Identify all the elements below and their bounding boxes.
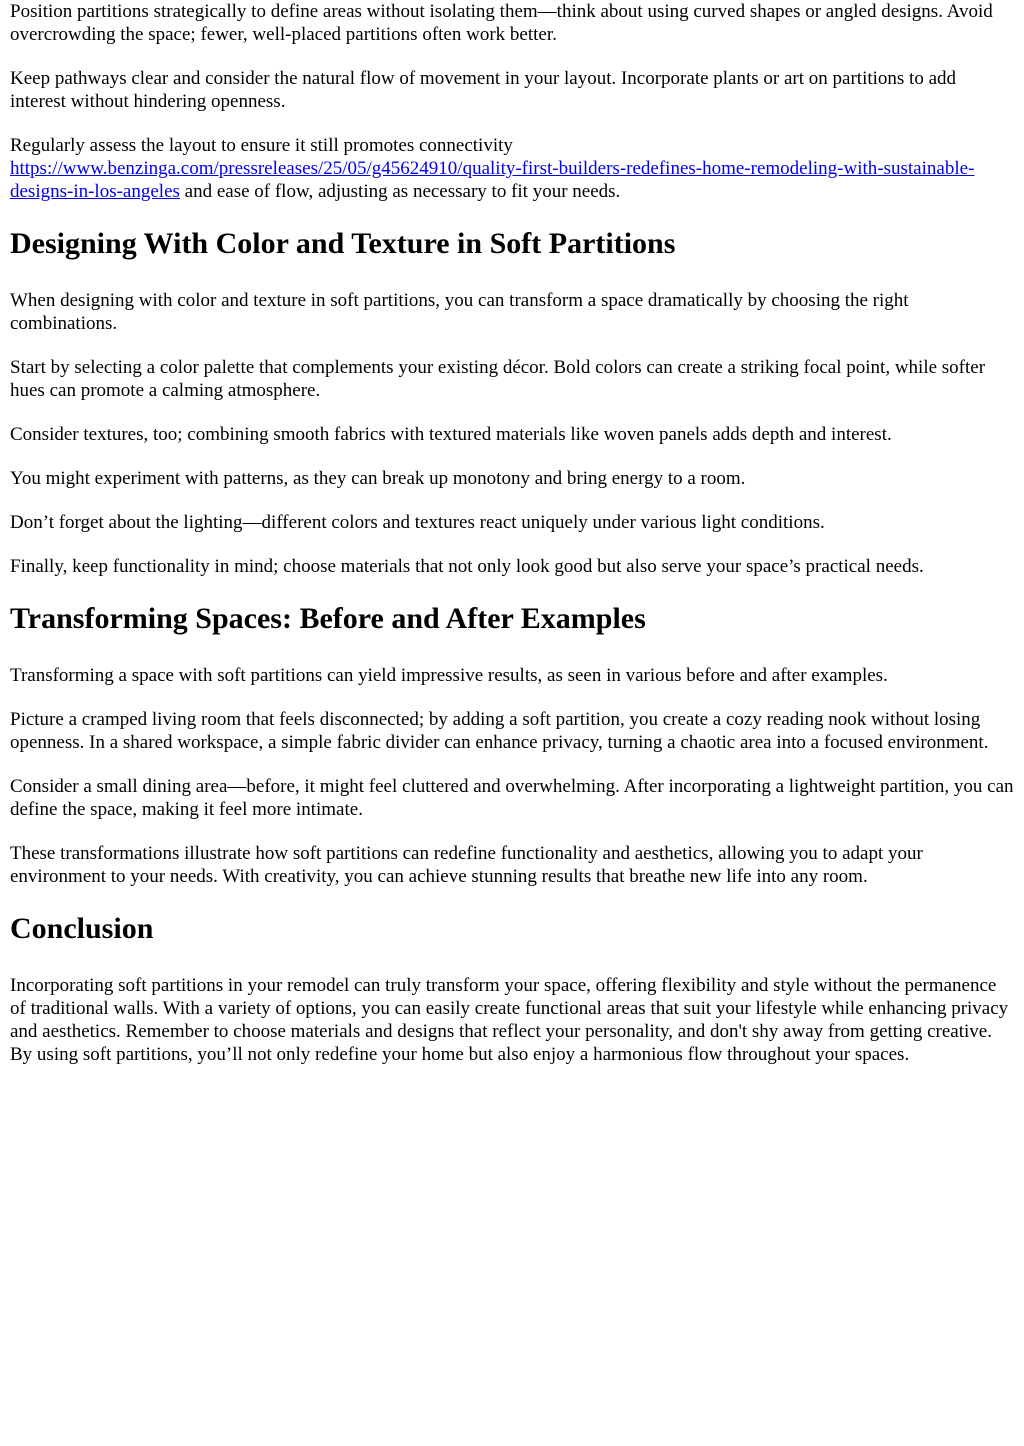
benzinga-press-release-link[interactable]: https://www.benzinga.com/pressreleases/25/05/g45624910/quality-first-builders-redefines-home-remodeling-with-sustainable-designs-in-los-angeles (10, 158, 975, 202)
paragraph-color-intro: When designing with color and texture in soft partitions, you can transform a space dramatically by choosing the right combinations. (10, 290, 909, 334)
paragraph-patterns: You might experiment with patterns, as they can break up monotony and bring energy to a room. (10, 468, 746, 489)
paragraph-transform-summary: These transformations illustrate how soft partitions can redefine functionality and aesthetics, allowing you to adapt your environment to your needs. With creativity, you can achieve stunning results that breathe new life into any room. (10, 843, 923, 887)
paragraph-lighting: Don’t forget about the lighting—different colors and textures react uniquely under various light conditions. (10, 512, 825, 533)
paragraph-partition-placement: Position partitions strategically to define areas without isolating them—think about using curved shapes or angled designs. Avoid overcrowding the space; fewer, well-placed partitions often work better. (10, 1, 993, 45)
paragraph-functionality: Finally, keep functionality in mind; choose materials that not only look good but also serve your space’s practical needs. (10, 556, 924, 577)
paragraph-conclusion: Incorporating soft partitions in your remodel can truly transform your space, offering flexibility and style without the permanence of traditional walls. With a variety of options, you can easily create functional areas that suit your lifestyle while enhancing privacy and aesthetics. Remember to choose materials and designs that reflect your personality, and don't shy away from getting creative. By using soft partitions, you’ll not only redefine your home but also enjoy a harmonious flow throughout your spaces. (10, 975, 1009, 1065)
paragraph-color-palette: Start by selecting a color palette that complements your existing décor. Bold colors can create a striking focal point, while softer hues can promote a calming atmosphere. (10, 357, 986, 401)
heading-color-texture: Designing With Color and Texture in Soft Partitions (10, 227, 676, 260)
paragraph-assess-layout (10, 134, 1014, 203)
heading-before-after: Transforming Spaces: Before and After Examples (10, 602, 646, 635)
paragraph-dining-area: Consider a small dining area—before, it might feel cluttered and overwhelming. After incorporating a lightweight partition, you can define the space, making it feel more intimate. (10, 776, 1014, 820)
paragraph-textures: Consider textures, too; combining smooth fabrics with textured materials like woven panels adds depth and interest. (10, 424, 892, 445)
heading-conclusion: Conclusion (10, 912, 154, 945)
paragraph-living-room: Picture a cramped living room that feels disconnected; by adding a soft partition, you create a cozy reading nook without losing openness. In a shared workspace, a simple fabric divider can enhance privacy, turning a chaotic area into a focused environment. (10, 709, 989, 753)
paragraph-transform-intro: Transforming a space with soft partitions can yield impressive results, as seen in various before and after examples. (10, 665, 888, 686)
paragraph-text-after-link: and ease of flow, adjusting as necessary to fit your needs. (179, 181, 621, 202)
paragraph-pathways: Keep pathways clear and consider the natural flow of movement in your layout. Incorporate plants or art on partitions to add interest without hindering openness. (10, 68, 957, 112)
paragraph-text-before-link: Regularly assess the layout to ensure it still promotes connectivity (10, 135, 513, 156)
